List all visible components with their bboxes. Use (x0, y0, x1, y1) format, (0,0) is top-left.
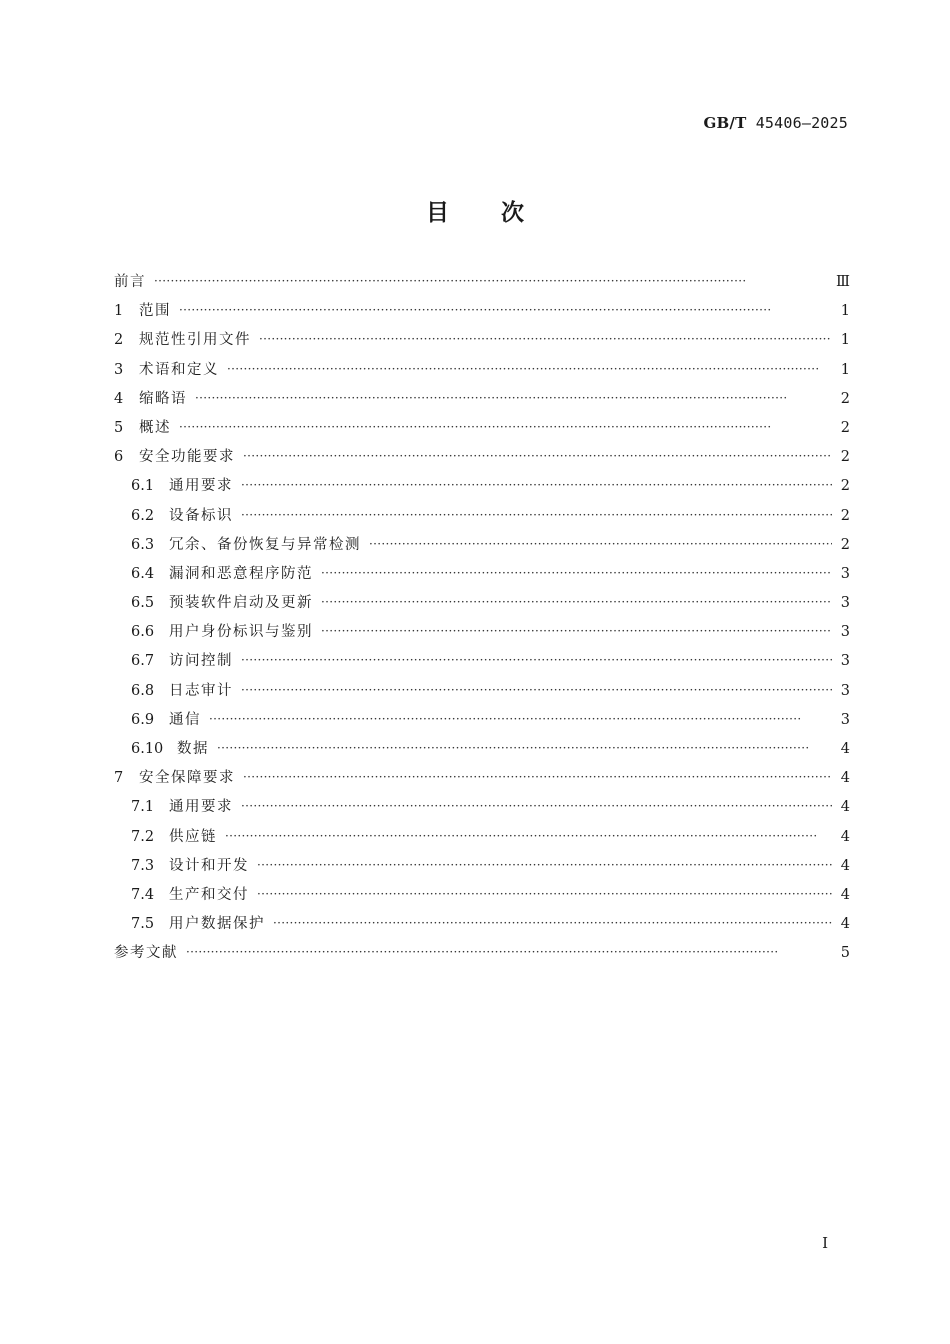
toc-entry-number: 1 (114, 303, 124, 320)
toc-entry-page: Ⅲ (836, 274, 850, 290)
toc-entry-number: 7 (114, 770, 124, 787)
toc-dot-leader (241, 792, 832, 821)
toc-entry-number: 2 (114, 332, 124, 349)
toc-entry-title: 访问控制 (169, 653, 233, 670)
toc-entry-title: 参考文献 (114, 945, 178, 962)
toc-entry-number: 6.1 (131, 478, 155, 495)
toc-entry[interactable] (114, 793, 850, 822)
toc-entry[interactable] (114, 910, 850, 939)
toc-dot-leader (259, 325, 832, 354)
toc-entry-title: 生产和交付 (169, 886, 249, 903)
toc-entry-number: 6.6 (131, 624, 155, 641)
toc-entry-page: 3 (840, 711, 850, 728)
toc-dot-leader (243, 442, 832, 471)
toc-entry-number: 3 (114, 361, 124, 378)
toc-entry-page: 2 (840, 536, 850, 553)
toc-entry-number: 7.1 (131, 799, 155, 816)
toc-dot-leader (257, 851, 832, 880)
toc-entry[interactable] (114, 268, 850, 297)
toc-entry[interactable] (114, 823, 850, 852)
toc-entry-title: 前言 (114, 274, 146, 290)
toc-entry-title: 通用要求 (169, 478, 233, 495)
toc-entry-page: 1 (840, 332, 850, 349)
toc-entry-page: 4 (840, 857, 850, 874)
toc-entry[interactable] (114, 939, 850, 968)
toc-entry-number: 7.4 (131, 886, 155, 903)
toc-dot-leader (257, 880, 832, 909)
toc-entry-title: 通信 (169, 711, 201, 728)
toc-entry-number: 7.2 (131, 828, 155, 845)
toc-dot-leader (321, 588, 832, 617)
toc-entry-page: 3 (840, 682, 850, 699)
toc-dot-leader (241, 501, 832, 530)
toc-entry-title: 预装软件启动及更新 (169, 595, 313, 612)
toc-entry-page: 1 (840, 303, 850, 320)
toc-entry-page: 4 (840, 828, 850, 845)
toc-entry-title: 供应链 (169, 828, 217, 845)
toc-dot-leader (241, 676, 832, 705)
toc-entry[interactable] (114, 502, 850, 531)
toc-dot-leader (186, 938, 832, 967)
toc-entry-page: 3 (840, 624, 850, 641)
toc-entry-page: 3 (840, 653, 850, 670)
toc-entry-title: 通用要求 (169, 799, 233, 816)
toc-entry-title: 术语和定义 (139, 361, 219, 378)
toc-entry-number: 4 (114, 390, 124, 407)
toc-entry-title: 冗余、备份恢复与异常检测 (169, 536, 361, 553)
toc-entry-title: 缩略语 (139, 390, 187, 407)
toc-entry-number: 6 (114, 449, 124, 466)
toc-entry-title: 安全保障要求 (139, 770, 235, 787)
toc-entry-title: 规范性引用文件 (139, 332, 251, 349)
toc-dot-leader (369, 530, 832, 559)
toc-entry-number: 6.7 (131, 653, 155, 670)
toc-entry-title: 用户数据保护 (169, 916, 265, 933)
toc-entry-page: 4 (840, 741, 850, 757)
toc-entry-title: 概述 (139, 419, 171, 436)
toc-entry-page: 1 (840, 361, 850, 378)
toc-entry-title: 范围 (139, 303, 171, 320)
toc-entry-title: 设计和开发 (169, 857, 249, 874)
toc-entry-title: 数据 (177, 741, 209, 757)
toc-dot-leader (225, 822, 832, 851)
toc-entry-page: 2 (840, 478, 850, 495)
table-of-contents (114, 268, 850, 969)
toc-dot-leader (241, 471, 832, 500)
toc-entry[interactable] (114, 764, 850, 793)
toc-entry[interactable] (114, 852, 850, 881)
standard-code: GB/T (703, 114, 747, 132)
toc-entry-number: 5 (114, 419, 124, 436)
toc-entry[interactable] (114, 356, 850, 385)
toc-entry-page: 4 (840, 770, 850, 787)
toc-entry[interactable] (114, 647, 850, 676)
toc-entry-page: 4 (840, 799, 850, 816)
toc-entry-number: 6.2 (131, 507, 155, 524)
toc-dot-leader (209, 705, 832, 734)
toc-entry-number: 7.5 (131, 916, 155, 933)
toc-entry[interactable] (114, 589, 850, 618)
toc-entry-page: 2 (840, 390, 850, 407)
toc-entry-number: 6.10 (131, 741, 164, 757)
toc-entry-title: 漏洞和恶意程序防范 (169, 565, 313, 582)
toc-entry[interactable] (114, 326, 850, 355)
toc-entry[interactable] (114, 297, 850, 326)
toc-entry-page: 3 (840, 565, 850, 582)
toc-dot-leader (179, 413, 832, 442)
toc-entry-number: 6.8 (131, 682, 155, 699)
page-title: 目次 (426, 200, 576, 226)
toc-entry-number: 6.5 (131, 595, 155, 612)
toc-dot-leader (321, 559, 832, 588)
toc-dot-leader (273, 909, 832, 938)
toc-entry[interactable] (114, 618, 850, 647)
toc-dot-leader (195, 384, 832, 413)
standard-number-value: 45406—2025 (755, 114, 848, 132)
toc-entry-title: 设备标识 (169, 507, 233, 524)
toc-dot-leader (217, 734, 832, 763)
toc-entry-title: 日志审计 (169, 682, 233, 699)
toc-entry[interactable] (114, 881, 850, 910)
toc-dot-leader (241, 646, 832, 675)
page-number: I (822, 1234, 828, 1252)
toc-entry[interactable] (114, 677, 850, 706)
toc-entry-title: 用户身份标识与鉴别 (169, 624, 313, 641)
toc-entry-page: 2 (840, 507, 850, 524)
toc-dot-leader (179, 296, 832, 325)
toc-entry-page: 2 (840, 449, 850, 466)
toc-entry-page: 5 (840, 945, 850, 962)
toc-entry[interactable] (114, 560, 850, 589)
toc-dot-leader (321, 617, 832, 646)
toc-entry[interactable] (114, 706, 850, 735)
toc-entry[interactable] (114, 472, 850, 501)
toc-entry[interactable] (114, 735, 850, 764)
toc-dot-leader (243, 763, 832, 792)
standard-number (704, 114, 848, 132)
toc-entry-number: 6.9 (131, 711, 155, 728)
toc-entry[interactable] (114, 385, 850, 414)
toc-entry-page: 3 (840, 595, 850, 612)
toc-entry-page: 2 (840, 419, 850, 436)
toc-entry[interactable] (114, 414, 850, 443)
toc-entry-page: 4 (840, 916, 850, 933)
toc-entry-number: 7.3 (131, 857, 155, 874)
toc-entry[interactable] (114, 443, 850, 472)
toc-dot-leader (227, 355, 832, 384)
toc-entry-title: 安全功能要求 (139, 449, 235, 466)
toc-entry-number: 6.4 (131, 565, 155, 582)
toc-entry-page: 4 (840, 886, 850, 903)
toc-entry[interactable] (114, 531, 850, 560)
toc-entry-number: 6.3 (131, 536, 155, 553)
toc-dot-leader (154, 267, 830, 296)
